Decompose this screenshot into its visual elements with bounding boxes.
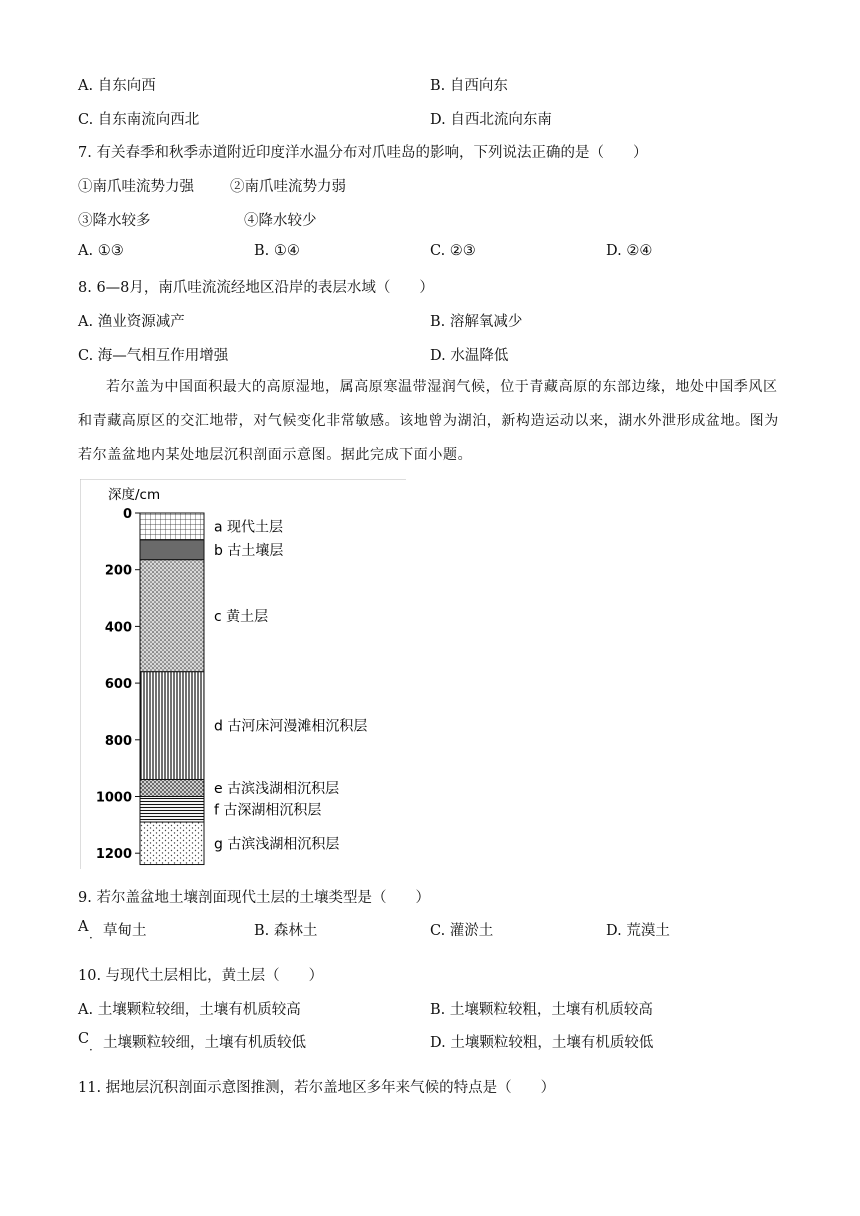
q8-stem: 8. 6—8月，南爪哇流流经地区沿岸的表层水域（ ） — [78, 280, 434, 296]
stratigraphic-section-figure — [80, 479, 406, 869]
q9-option-a-text: 草甸土 — [103, 923, 147, 939]
layer-c — [140, 560, 204, 672]
layer-label-a: a 现代土层 — [214, 519, 284, 536]
q6-option-c: C. 自东南流向西北 — [78, 112, 200, 128]
q10-option-d: D. 土壤颗粒较粗，土壤有机质较低 — [430, 1035, 654, 1051]
q7-option-c: C. ②③ — [430, 243, 476, 259]
q7-stem: 7. 有关春季和秋季赤道附近印度洋水温分布对爪哇岛的影响，下列说法正确的是（ ） — [78, 145, 648, 161]
q7-option-a: A. ①③ — [78, 243, 124, 259]
layer-d — [140, 672, 204, 780]
q8-option-b: B. 溶解氧减少 — [430, 314, 523, 330]
q6-option-a: A. 自东向西 — [78, 78, 156, 94]
tick-label-1200: 1200 — [95, 847, 132, 863]
layer-b — [140, 540, 204, 560]
stratigraphic-section-diagram — [80, 479, 406, 869]
q9-option-d: D. 荒漠土 — [606, 923, 670, 939]
q6-option-d: D. 自西北流向东南 — [430, 112, 552, 128]
q9-option-b: B. 森林土 — [254, 923, 318, 939]
q11-stem: 11. 据地层沉积剖面示意图推测，若尔盖地区多年来气候的特点是（ ） — [78, 1080, 556, 1096]
q9-option-a-letter: A — [78, 919, 89, 935]
q9-option-a-dot: · — [89, 931, 93, 945]
layer-label-b: b 古土壤层 — [214, 542, 284, 559]
tick-label-1000: 1000 — [95, 790, 132, 806]
q6-option-b: B. 自西向东 — [430, 78, 508, 94]
q10-option-c-dot: · — [89, 1043, 93, 1057]
layer-label-f: f 古深湖相沉积层 — [214, 802, 322, 819]
passage-text: 若尔盖为中国面积最大的高原湿地，属高原寒温带湿润气候，位于青藏高原的东部边缘，地处中国季风区和青藏高原区的交汇地带，对气候变化非常敏感。该地曾为湖泊，新构造运动以来，湖水外泄形成盆地。图为若尔盖盆地内某处地层沉积剖面示意图。据此完成下面小题。 — [78, 379, 779, 463]
q7-option-d: D. ②④ — [606, 243, 653, 259]
q8-option-a: A. 渔业资源减产 — [78, 314, 185, 330]
q9-option-c: C. 灌淤土 — [430, 923, 494, 939]
layer-f — [140, 797, 204, 823]
tick-label-200: 200 — [104, 563, 132, 579]
q10-stem: 10. 与现代土层相比，黄土层（ ） — [78, 968, 324, 984]
q7-option-b: B. ①④ — [254, 243, 300, 259]
q10-option-c-letter: C — [78, 1031, 90, 1047]
layer-label-c: c 黄土层 — [214, 608, 269, 625]
depth-axis-label: 深度/cm — [108, 487, 161, 503]
layer-a — [140, 513, 204, 540]
layer-label-d: d 古河床河漫滩相沉积层 — [214, 718, 368, 735]
q7-item-1: ①南爪哇流势力强 — [78, 179, 194, 195]
q7-item-3: ③降水较多 — [78, 213, 151, 229]
q9-stem: 9. 若尔盖盆地土壤剖面现代土层的土壤类型是（ ） — [78, 890, 430, 906]
tick-label-600: 600 — [104, 677, 132, 693]
q7-item-4: ④降水较少 — [244, 213, 317, 229]
q8-option-d: D. 水温降低 — [430, 348, 509, 364]
tick-label-400: 400 — [104, 620, 132, 636]
q10-option-b: B. 土壤颗粒较粗，土壤有机质较高 — [430, 1002, 653, 1018]
q10-option-a: A. 土壤颗粒较细，土壤有机质较高 — [78, 1002, 301, 1018]
layer-label-g: g 古滨浅湖相沉积层 — [214, 836, 340, 853]
layer-label-e: e 古滨浅湖相沉积层 — [214, 780, 340, 797]
layer-g — [140, 822, 204, 865]
tick-label-0: 0 — [122, 507, 132, 522]
q7-item-2: ②南爪哇流势力弱 — [230, 179, 346, 195]
q8-option-c: C. 海—气相互作用增强 — [78, 348, 229, 364]
tick-label-800: 800 — [104, 733, 132, 749]
layer-e — [140, 779, 204, 796]
q10-option-c-text: 土壤颗粒较细，土壤有机质较低 — [103, 1035, 306, 1051]
